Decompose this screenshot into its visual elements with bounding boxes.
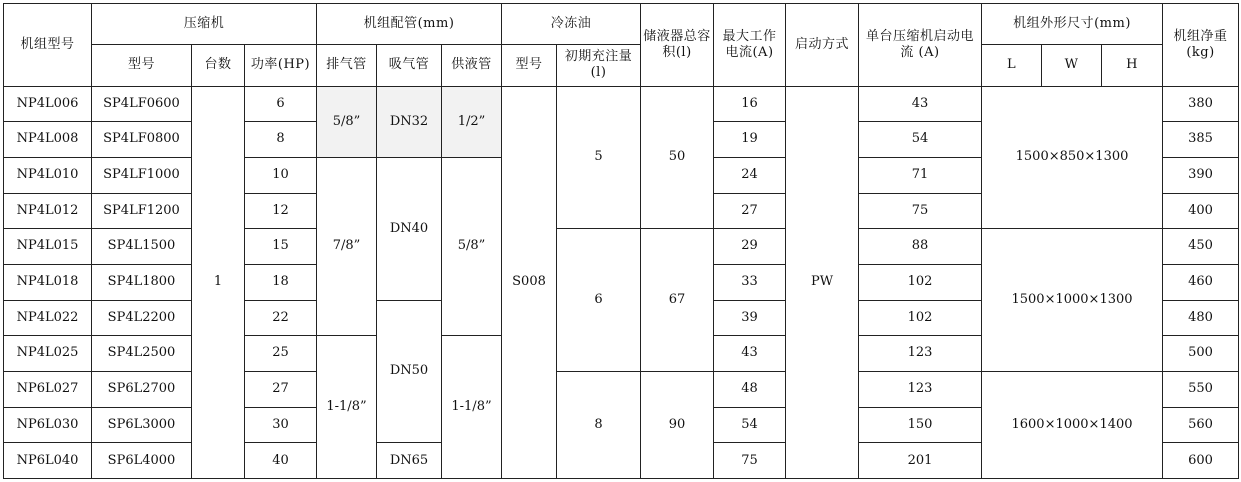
cell-comp-power: 6 (245, 86, 317, 122)
cell-liquid: 1-1/8” (442, 336, 502, 479)
cell-model: NP4L025 (4, 336, 92, 372)
cell-start-current: 150 (859, 407, 982, 443)
cell-model: NP4L015 (4, 229, 92, 265)
cell-suction: DN65 (377, 443, 442, 479)
col-header-compressor: 压缩机 (92, 4, 317, 45)
cell-comp-power: 18 (245, 264, 317, 300)
cell-max-current: 19 (714, 122, 786, 158)
cell-suction: DN32 (377, 86, 442, 157)
cell-oil-charge: 5 (557, 86, 641, 229)
col-header-net-weight: 机组净重(kg) (1163, 4, 1239, 87)
cell-model: NP4L010 (4, 157, 92, 193)
cell-max-current: 24 (714, 157, 786, 193)
col-header-suction: 吸气管 (377, 44, 442, 86)
cell-comp-model: SP4L2500 (92, 336, 192, 372)
cell-comp-model: SP4LF1000 (92, 157, 192, 193)
cell-net-weight: 550 (1163, 371, 1239, 407)
header-row-1 (4, 4, 1239, 45)
cell-comp-model: SP6L2700 (92, 371, 192, 407)
table-row (4, 229, 1239, 265)
cell-liquid: 1/2” (442, 86, 502, 157)
cell-start-current: 88 (859, 229, 982, 265)
col-header-dim-h: H (1102, 44, 1163, 86)
col-header-piping: 机组配管(mm) (317, 4, 502, 45)
cell-max-current: 39 (714, 300, 786, 336)
cell-comp-model: SP4L2200 (92, 300, 192, 336)
col-header-comp-power: 功率(HP) (245, 44, 317, 86)
col-header-discharge: 排气管 (317, 44, 377, 86)
cell-discharge: 5/8” (317, 86, 377, 157)
cell-discharge: 7/8” (317, 157, 377, 335)
col-header-dim-w: W (1042, 44, 1102, 86)
cell-comp-power: 15 (245, 229, 317, 265)
cell-start-mode: PW (786, 86, 859, 478)
cell-start-current: 102 (859, 300, 982, 336)
cell-comp-power: 10 (245, 157, 317, 193)
col-header-oil-charge: 初期充注量 (l) (557, 44, 641, 86)
cell-receiver: 67 (641, 229, 714, 372)
cell-net-weight: 450 (1163, 229, 1239, 265)
cell-discharge: 1-1/8” (317, 336, 377, 479)
cell-net-weight: 380 (1163, 86, 1239, 122)
cell-receiver: 50 (641, 86, 714, 229)
cell-start-current: 75 (859, 193, 982, 229)
cell-start-current: 43 (859, 86, 982, 122)
cell-model: NP6L040 (4, 443, 92, 479)
cell-start-current: 201 (859, 443, 982, 479)
cell-suction: DN40 (377, 157, 442, 300)
cell-max-current: 48 (714, 371, 786, 407)
cell-net-weight: 480 (1163, 300, 1239, 336)
col-header-refrigerant-oil: 冷冻油 (502, 4, 641, 45)
cell-oil-charge: 6 (557, 229, 641, 372)
col-header-comp-qty: 台数 (192, 44, 245, 86)
cell-receiver: 90 (641, 371, 714, 478)
cell-model: NP4L008 (4, 122, 92, 158)
cell-net-weight: 390 (1163, 157, 1239, 193)
col-header-start-mode: 启动方式 (786, 4, 859, 87)
col-header-oil-model: 型号 (502, 44, 557, 86)
col-header-dimensions: 机组外形尺寸(mm) (982, 4, 1163, 45)
col-header-model: 机组型号 (4, 4, 92, 87)
col-header-comp-model: 型号 (92, 44, 192, 86)
cell-comp-model: SP4L1800 (92, 264, 192, 300)
cell-suction: DN50 (377, 300, 442, 443)
cell-liquid: 5/8” (442, 157, 502, 335)
cell-dimensions: 1600×1000×1400 (982, 371, 1163, 478)
cell-model: NP4L018 (4, 264, 92, 300)
cell-comp-qty: 1 (192, 86, 245, 478)
cell-comp-model: SP4LF1200 (92, 193, 192, 229)
unit-spec-table (3, 3, 1239, 479)
cell-model: NP4L022 (4, 300, 92, 336)
cell-start-current: 71 (859, 157, 982, 193)
cell-comp-model: SP6L3000 (92, 407, 192, 443)
spec-table-container (3, 3, 1238, 479)
cell-comp-model: SP4LF0800 (92, 122, 192, 158)
cell-max-current: 16 (714, 86, 786, 122)
cell-max-current: 27 (714, 193, 786, 229)
cell-net-weight: 460 (1163, 264, 1239, 300)
cell-comp-power: 30 (245, 407, 317, 443)
cell-comp-model: SP4LF0600 (92, 86, 192, 122)
table-row (4, 371, 1239, 407)
cell-comp-power: 25 (245, 336, 317, 372)
cell-model: NP6L027 (4, 371, 92, 407)
cell-comp-model: SP6L4000 (92, 443, 192, 479)
cell-net-weight: 500 (1163, 336, 1239, 372)
cell-comp-power: 40 (245, 443, 317, 479)
cell-start-current: 123 (859, 336, 982, 372)
col-header-receiver: 储液器总容积(l) (641, 4, 714, 87)
cell-model: NP4L006 (4, 86, 92, 122)
cell-net-weight: 560 (1163, 407, 1239, 443)
cell-start-current: 123 (859, 371, 982, 407)
cell-max-current: 54 (714, 407, 786, 443)
col-header-liquid: 供液管 (442, 44, 502, 86)
cell-net-weight: 600 (1163, 443, 1239, 479)
cell-dimensions: 1500×850×1300 (982, 86, 1163, 229)
cell-model: NP4L012 (4, 193, 92, 229)
col-header-start-current: 单台压缩机启动电流 (A) (859, 4, 982, 87)
cell-oil-model: S008 (502, 86, 557, 478)
cell-comp-power: 27 (245, 371, 317, 407)
cell-comp-model: SP4L1500 (92, 229, 192, 265)
header-row-2 (4, 44, 1239, 86)
cell-model: NP6L030 (4, 407, 92, 443)
cell-max-current: 33 (714, 264, 786, 300)
cell-net-weight: 385 (1163, 122, 1239, 158)
cell-comp-power: 8 (245, 122, 317, 158)
cell-comp-power: 22 (245, 300, 317, 336)
cell-start-current: 54 (859, 122, 982, 158)
cell-oil-charge: 8 (557, 371, 641, 478)
table-row (4, 86, 1239, 122)
cell-max-current: 29 (714, 229, 786, 265)
cell-net-weight: 400 (1163, 193, 1239, 229)
col-header-max-current: 最大工作电流(A) (714, 4, 786, 87)
cell-comp-power: 12 (245, 193, 317, 229)
cell-dimensions: 1500×1000×1300 (982, 229, 1163, 372)
col-header-dim-l: L (982, 44, 1042, 86)
cell-max-current: 75 (714, 443, 786, 479)
cell-start-current: 102 (859, 264, 982, 300)
cell-max-current: 43 (714, 336, 786, 372)
